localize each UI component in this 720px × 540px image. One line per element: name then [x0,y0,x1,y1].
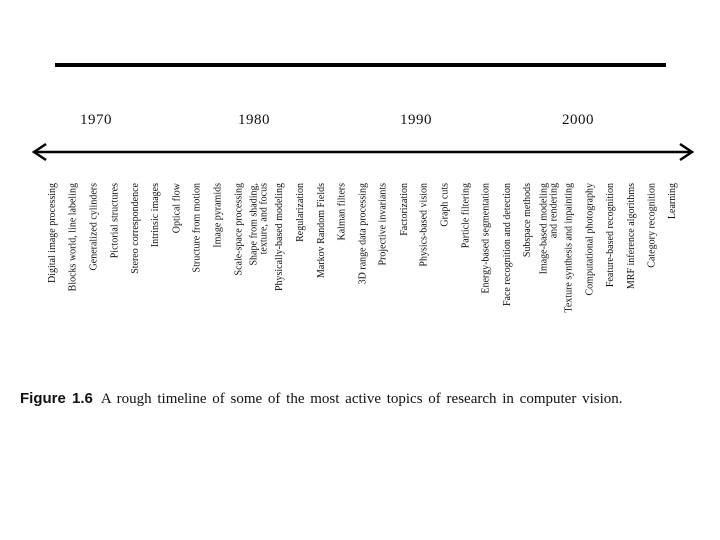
decade-label-1980: 1980 [238,112,270,128]
topic-label-text: Particle filtering [460,183,472,249]
topic-label-text: Physically-based modeling [274,183,286,292]
topic-label-text: Texture synthesis and inpainting [563,183,575,313]
figure-caption-label: Figure 1.6 [20,390,93,407]
topic-label-text: 3D range data processing [357,183,368,285]
topic-label-text: Image-based modeling [538,183,549,275]
topic-label-text: Graph cuts [439,183,451,227]
topic-label-text: Structure from motion [191,183,203,273]
topic-label-text: Blocks world, line labeling [67,183,79,292]
decade-label-1970: 1970 [80,112,112,128]
topic-label-text: Optical flow [171,183,182,234]
topic-label-text: texture, and focus [258,183,270,255]
topic-label-text: Factorization [398,183,410,236]
topic-label-text: Shape from shading, [248,183,260,266]
topic-label-text: Physics-based vision [419,183,430,267]
topic-label-text: Category recognition [646,183,658,268]
topic-label-text: MRF inference algorithms [625,183,637,290]
topic-label-text: Energy-based segmentation [481,183,492,294]
topic-label-text: Digital image processing [47,183,58,283]
topic-label-text: Learning [667,183,678,220]
topic-label-text: and rendering [548,183,559,239]
topic-label-text: Stereo correspondence [129,183,141,274]
topic-label-text: Scale-space processing [233,183,244,276]
topic-label-text: Generalized cylinders [88,183,100,271]
topic-label-text: Face recognition and detection [501,183,513,307]
decade-label-1990: 1990 [400,112,432,128]
topic-label-text: Feature-based recognition [605,183,616,288]
topic-label-text: Intrinsic images [150,183,162,248]
topic-label-text: Markov Random Fields [315,183,327,278]
topic-label-text: Image pyramids [212,183,224,248]
topic-label-text: Regularization [295,183,306,242]
topic-label-text: Pictorial structures [109,183,120,259]
decade-label-2000: 2000 [562,112,594,128]
topic-label-text: Kalman filters [336,183,348,241]
figure-caption [20,389,710,409]
figure-caption-text: A rough timeline of some of the most active topics of research in computer vision. [100,391,623,407]
topic-label-text: Subspace methods [522,183,534,258]
topic-label-text: Projective invariants [377,183,389,266]
topic-label-text: Computational photography [584,183,596,296]
